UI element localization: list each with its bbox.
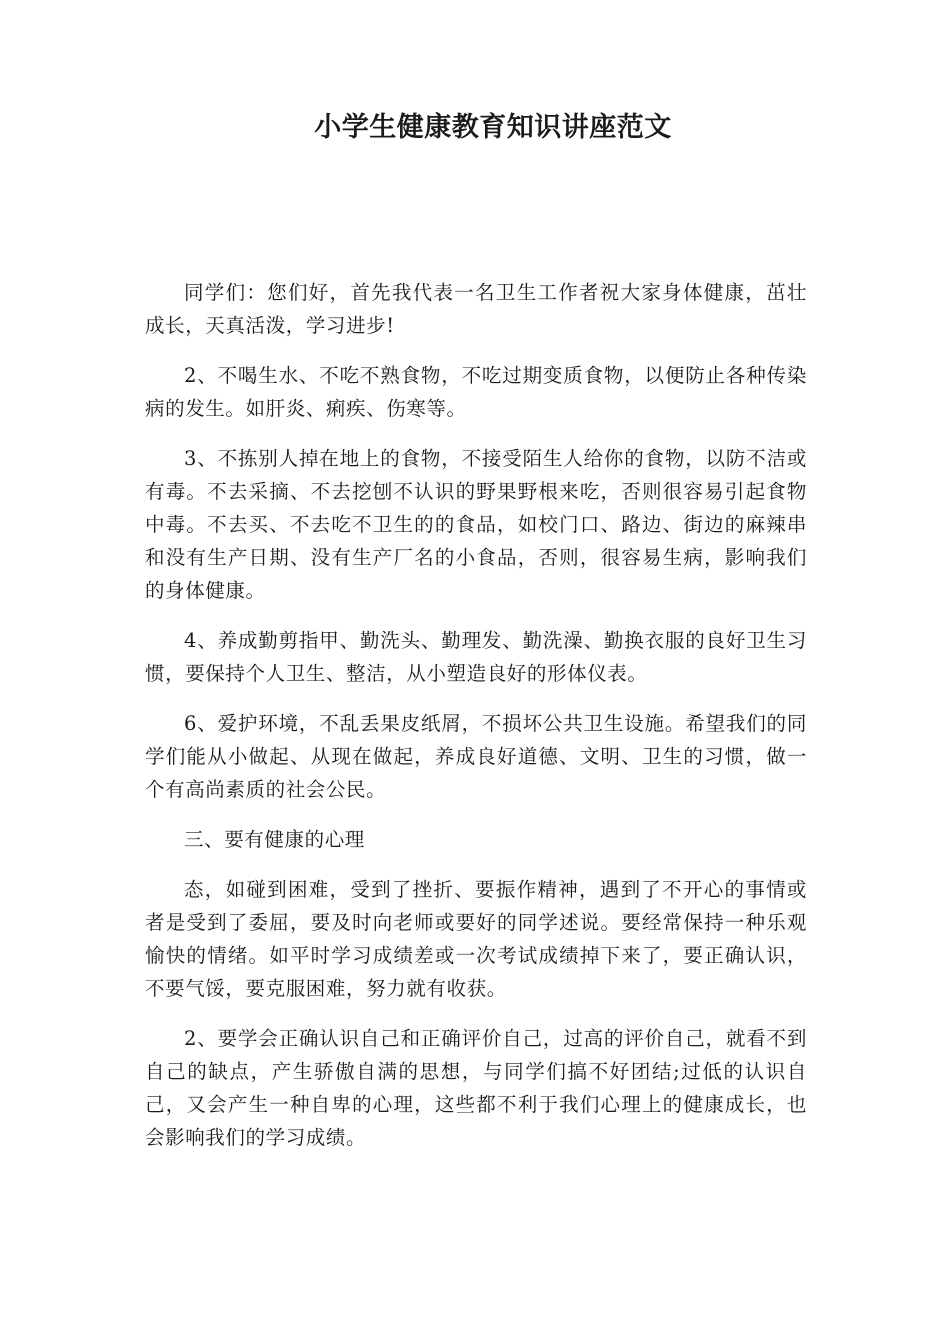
- document-body: [145, 276, 807, 1171]
- paragraph-greeting: 同学们：您们好，首先我代表一名卫生工作者祝大家身体健康，茁壮成长，天真活泼，学习进步!: [145, 281, 807, 337]
- paragraph-item-3: 3、不拣别人掉在地上的食物，不接受陌生人给你的食物，以防不洁或有毒。不去采摘、不去挖刨不认识的野果野根来吃，否则很容易引起食物中毒。不去买、不去吃不卫生的的食品，如校门口、路边、街边的麻辣串和没有生产日期、没有生产厂名的小食品，否则，很容易生病，影响我们的身体健康。: [145, 447, 807, 602]
- document-title: 小学生健康教育知识讲座范文: [314, 112, 672, 143]
- paragraph-item-4: 4、养成勤剪指甲、勤洗头、勤理发、勤洗澡、勤换衣服的良好卫生习惯，要保持个人卫生、整洁，从小塑造良好的形体仪表。: [145, 629, 807, 685]
- paragraph-self-evaluation: 2、要学会正确认识自己和正确评价自己，过高的评价自己，就看不到自己的缺点，产生骄傲自满的思想，与同学们搞不好团结;过低的认识自己，又会产生一种自卑的心理，这些都不利于我们心理上的健康成长，也会影响我们的学习成绩。: [145, 1027, 807, 1149]
- paragraph-item-2: 2、不喝生水、不吃不熟食物，不吃过期变质食物，以便防止各种传染病的发生。如肝炎、痢疾、伤寒等。: [145, 364, 807, 420]
- section-heading-mental-health: 三、要有健康的心理: [184, 828, 365, 851]
- paragraph-item-6: 6、爱护环境，不乱丢果皮纸屑，不损坏公共卫生设施。希望我们的同学们能从小做起、从现在做起，养成良好道德、文明、卫生的习惯，做一个有高尚素质的社会公民。: [145, 712, 807, 801]
- paragraph-mental-attitude: 态，如碰到困难，受到了挫折、要振作精神，遇到了不开心的事情或者是受到了委屈，要及时向老师或要好的同学述说。要经常保持一种乐观愉快的情绪。如平时学习成绩差或一次考试成绩掉下来了，要正确认识，不要气馁，要克服困难，努力就有收获。: [145, 878, 807, 1000]
